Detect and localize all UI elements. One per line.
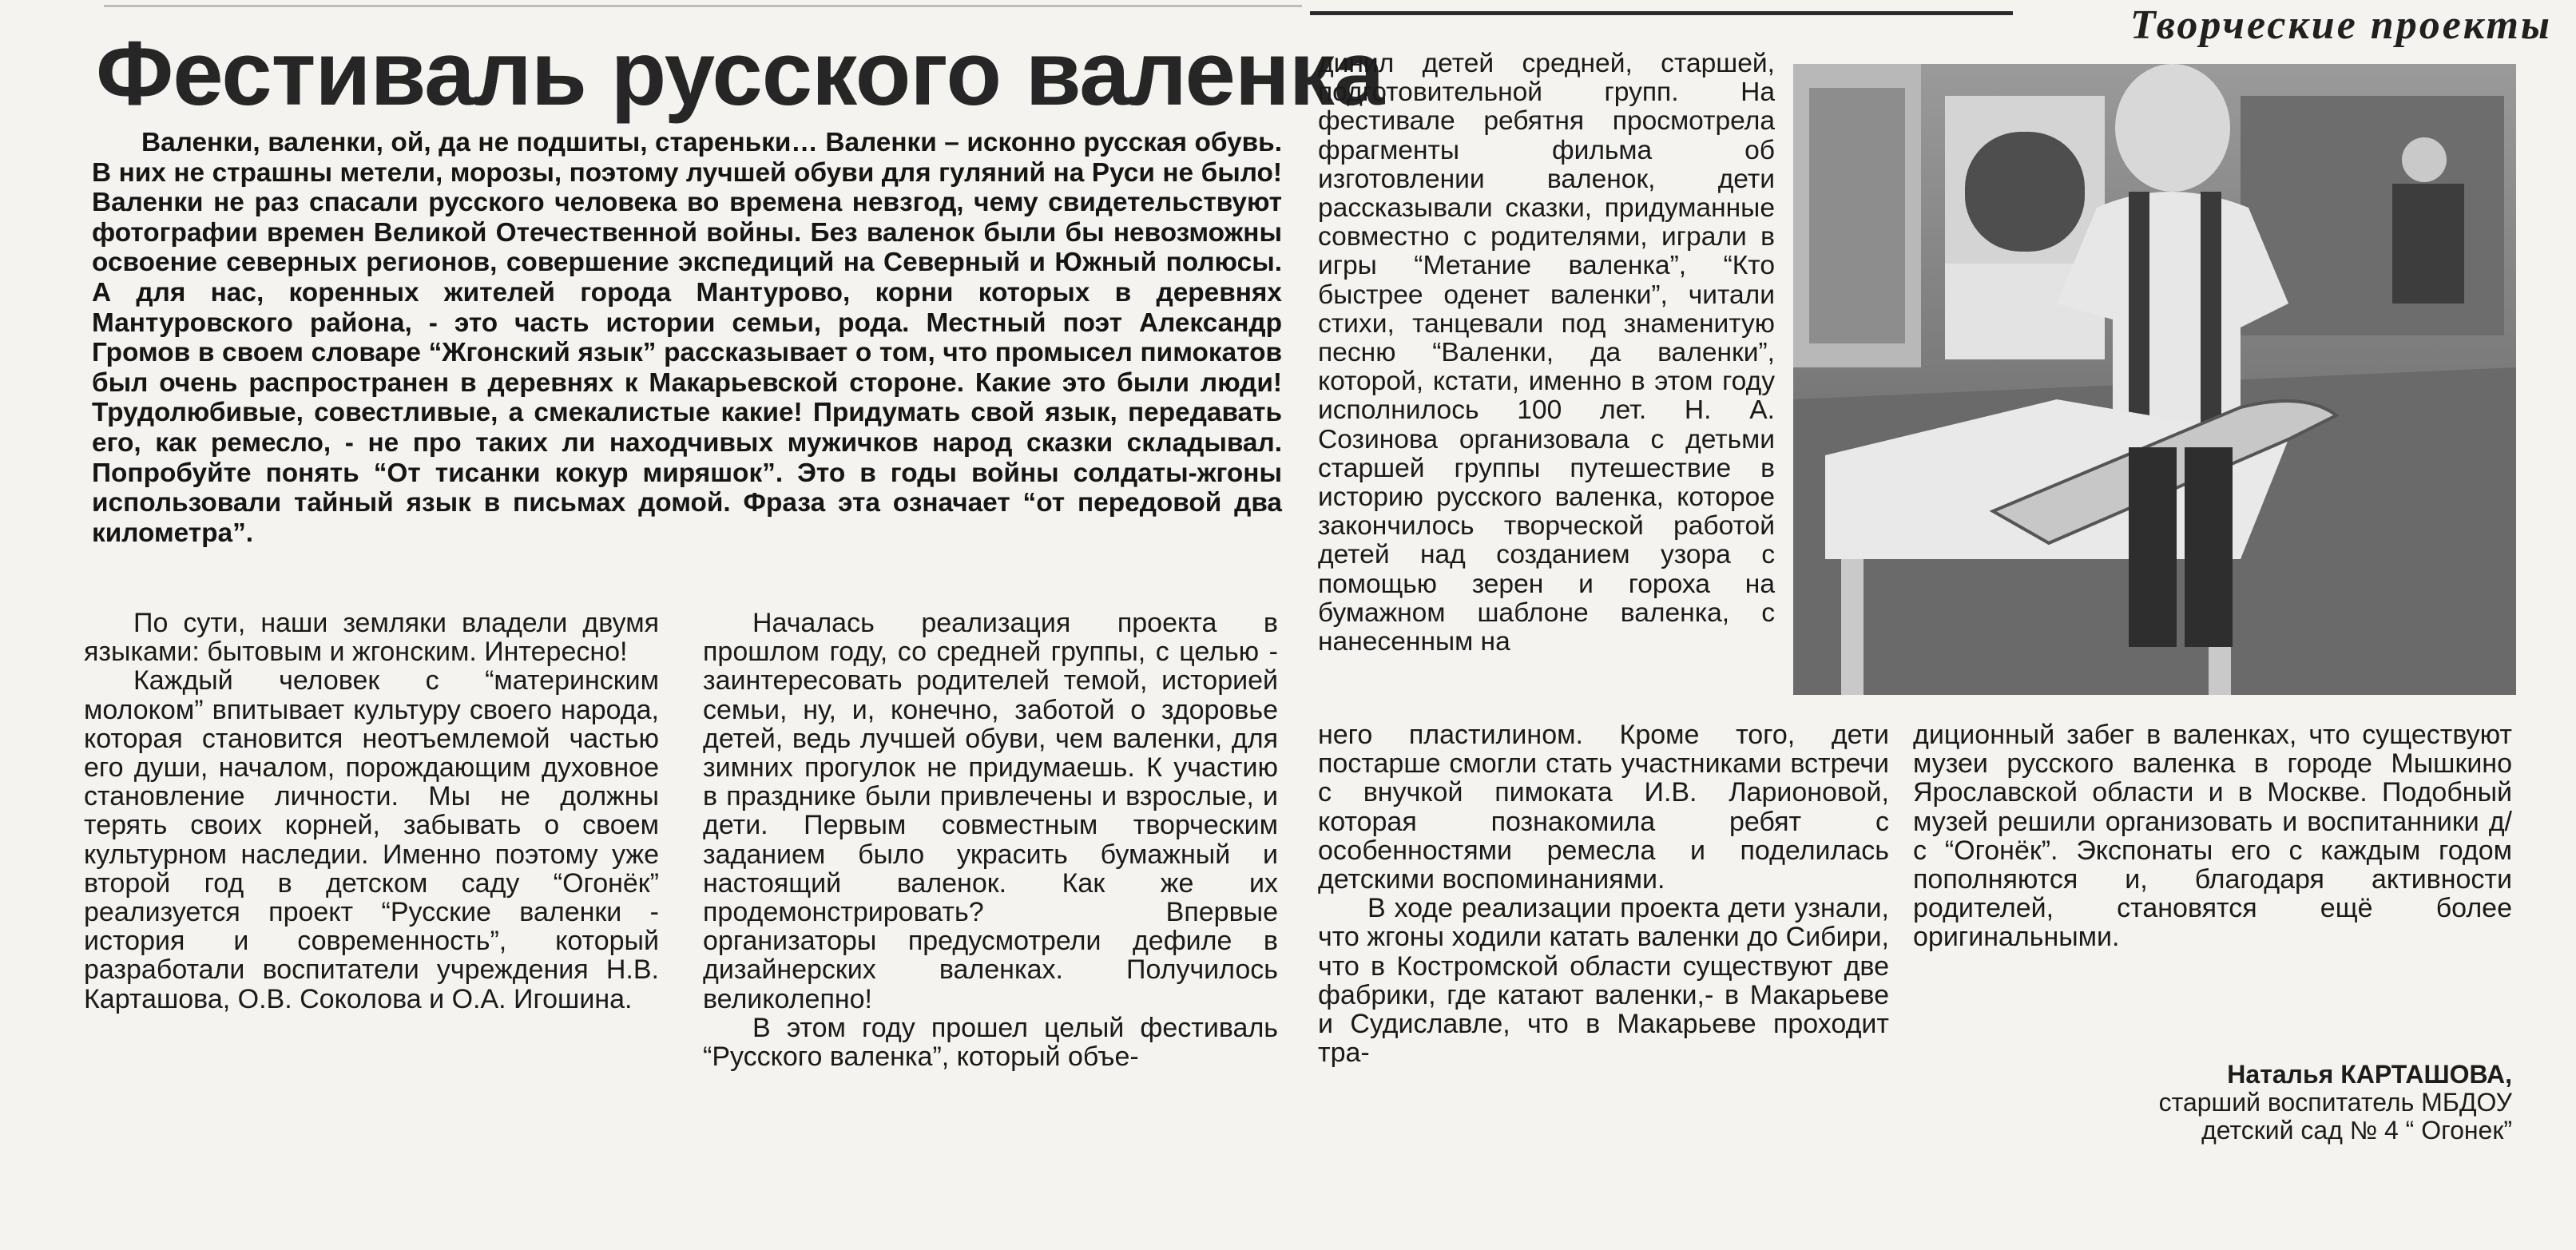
signature xyxy=(1913,1061,2512,1173)
lead-paragraph: Валенки, валенки, ой, да не подшиты, стареньки… Валенки – исконно русская обувь. В них не страшны метели, морозы, поэтому лучшей обуви для гуляний на Руси не было! Валенки не раз спасали русского человека во времена невзгод, чему свидетельствуют фотографии времен Великой Отечественной войны. Без валенок были бы невозможны освоение северных регионов, совершение экспедиций на Северный и Южный полюсы. А для нас, коренных жителей города Мантурово, корни которых в деревнях Мантуровского района, - это часть истории семьи, рода. Местный поэт Александр Громов в своем словаре “Жгонский язык” рассказывает о том, что промысел пимокатов был очень распространен в деревнях к Макарьевской стороне. Какие это были люди! Трудолюбивые, совестливые, а смекалистые какие! Придумать свой язык, передавать его, как ремесло, - не про таких ли находчивых мужичков народ сказки складывал. Попробуйте понять “От тисанки кокур миряшок”. Это в годы войны солдаты-жгоны использовали тайный язык в письмах домой. Фраза эта означает “от передовой два километра”. xyxy=(92,128,1282,548)
column-4 xyxy=(1913,720,2512,1016)
col3-bottom-paragraph-2: В ходе реализации проекта дети узнали, что жгоны ходили катать валенки до Сибири, что в Костромской области существуют две фабрики, где катают валенки,- в Макарьеве и Судиславле, что в Макарьеве проходит тра- xyxy=(1318,893,1889,1069)
signature-role: старший воспитатель МБДОУ xyxy=(2158,1088,2512,1117)
col2-paragraph-2: В этом году прошел целый фестиваль “Русского валенка”, который объе- xyxy=(703,1012,1278,1073)
col4-paragraph: диционный забег в валенках, что существуют музеи русского валенка в городе Мышкино Ярославской области и в Москве. Подобный музей решили организовать и воспитанники д/с “Огонёк”. Экспонаты его с каждым годом пополняются и, благодаря активности родителей, становятся ещё более оригинальными. xyxy=(1913,720,2512,953)
top-rule xyxy=(1310,11,2013,15)
col3-bottom-paragraph-1: него пластилином. Кроме того, дети постарше смогли стать участниками встречи с внучкой пимоката И.В. Ларионовой, которая познакомила ребят с особенностями ремесла и поделилась детскими воспоминаниями. xyxy=(1318,720,1889,895)
photo-child-with-felt-boot xyxy=(1793,64,2516,695)
col1-paragraph-1: По сути, наши земляки владели двумя языками: бытовым и жгонским. Интересно! xyxy=(84,608,659,668)
signature-name: Наталья КАРТАШОВА, xyxy=(2227,1060,2512,1089)
col2-paragraph-1: Началась реализация проекта в прошлом году, со средней группы, с целью - заинтересовать родителей темой, историей семьи, ну, и, конечно, заботой о здоровье детей, ведь лучшей обуви, чем валенки, для зимних прогулок не придумаешь. К участию в празднике были привлечены и взрослые, и дети. Первым совместным творческим заданием было украсить бумажный и настоящий валенок. Как же их продемонстрировать? Впервые организаторы предусмотрели дефиле в дизайнерских валенках. Получилось великолепно! xyxy=(703,608,1278,1014)
column-1 xyxy=(84,609,659,1136)
col1-paragraph-2: Каждый человек с “материнским молоком” впитывает культуру своего народа, которая становится неотъемлемой частью его души, началом, порождающим духовное становление личности. Мы не должны терять своих корней, забывать о своем культурном наследии. Именно поэтому уже второй год в детском саду “Огонёк” реализуется проект “Русские валенки - история и современность”, который разработали воспитатели учреждения Н.В. Карташова, О.В. Соколова и О.А. Игошина. xyxy=(84,665,659,1014)
signature-org: детский сад № 4 “ Огонек” xyxy=(2201,1116,2512,1145)
top-rule-light xyxy=(104,5,1302,7)
section-title: Творческие проекты xyxy=(2129,2,2552,48)
col3-top-paragraph: динил детей средней, старшей, подготовительной групп. На фестивале ребятня просмотрела фрагменты фильма об изготовлении валенок, дети рассказывали сказки, придуманные совместно с родителями, играли в игры “Метание валенка”, “Кто быстрее оденет валенки”, читали стихи, танцевали под знаменитую песню “Валенки, да валенки”, которой, кстати, именно в этом году исполнилось 100 лет. Н. А. Созинова организовала с детьми старшей группы путешествие в историю русского валенка, которое закончилось творческой работой детей над созданием узора с помощью зерен и гороха на бумажном шаблоне валенка, с нанесенным на xyxy=(1318,49,1775,657)
column-3-bottom xyxy=(1318,720,1889,1152)
column-2 xyxy=(703,609,1278,1152)
column-3-top xyxy=(1318,50,1775,720)
headline: Фестиваль русского валенка xyxy=(96,23,1384,125)
